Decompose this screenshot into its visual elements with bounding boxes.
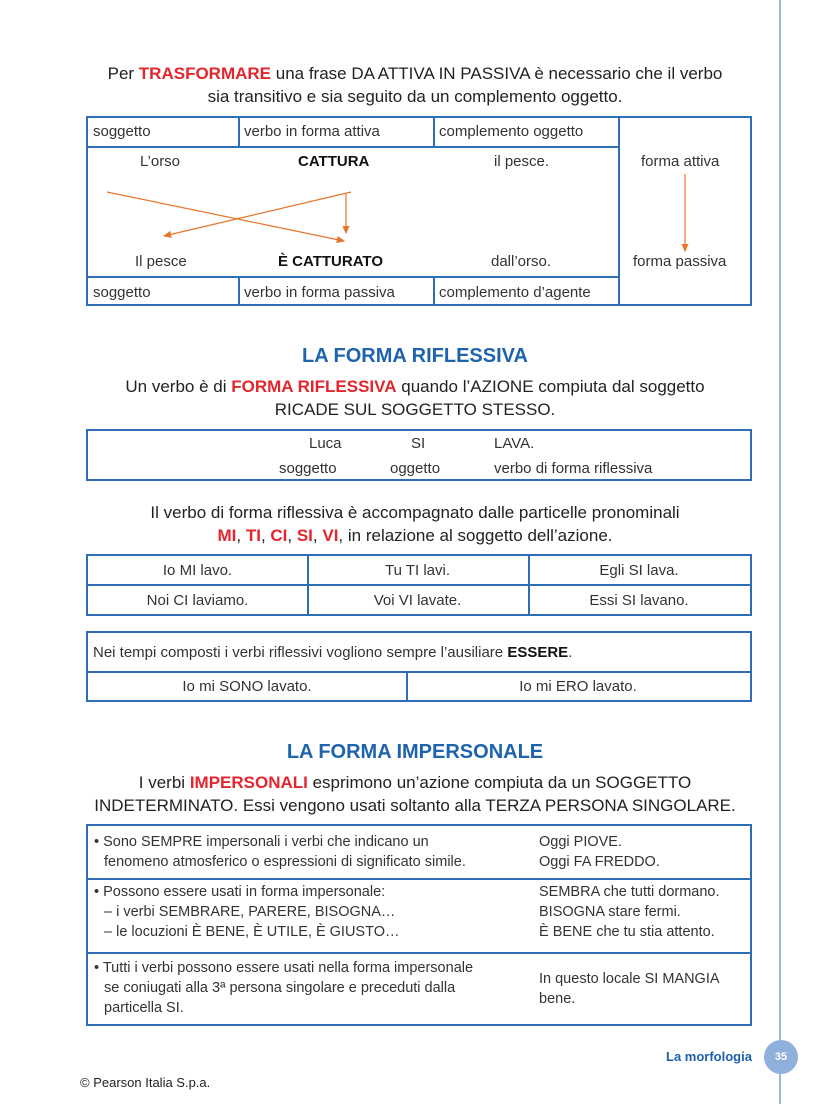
section-title-riflessiva: LA FORMA RIFLESSIVA [302, 345, 528, 367]
particles-text: Il verbo di forma riflessiva è accompagnato dalle particelle pronominali MI, TI, CI, SI, VI, in relazione al soggetto dell’azione. [150, 503, 680, 545]
conj-cell: Egli SI lava. [599, 562, 679, 579]
compound-example: Io mi SONO lavato. [182, 678, 312, 695]
footer-complemento-agente: complemento d’agente [439, 284, 591, 301]
header-complemento-oggetto: complemento oggetto [439, 123, 584, 140]
active-verb: CATTURA [298, 153, 370, 170]
compound-essere: ESSERE [507, 644, 569, 661]
riflessiva-intro: Un verbo è di FORMA RIFLESSIVA quando l’AZIONE compiuta dal soggetto RICADE SUL SOGGETTO STESSO. [125, 377, 705, 419]
conj-cell: Essi SI lavano. [589, 592, 689, 609]
label-forma-passiva: forma passiva [633, 253, 727, 270]
footer-soggetto: soggetto [93, 284, 151, 301]
section-name: La morfologia [666, 1049, 752, 1064]
impersonal-rule: • Possono essere usati in forma impersonale: – i verbi SEMBRARE, PARERE, BISOGNA… – le locuzioni È BENE, È UTILE, È GIUSTO… [94, 884, 400, 940]
impersonal-example: SEMBRA che tutti dormano. BISOGNA stare fermi. È BENE che tu stia attento. [539, 884, 720, 940]
example-object: SI [411, 435, 426, 452]
conjugation-table [86, 554, 752, 616]
transformation-arrows [88, 118, 752, 306]
impersonal-example: Oggi PIOVE. Oggi FA FREDDO. [539, 834, 660, 870]
label-verbo-riflessivo: verbo di forma riflessiva [494, 460, 653, 477]
impersonal-rule: • Sono SEMPRE impersonali i verbi che indicano un fenomeno atmosferico o espressioni di significato simile. [94, 834, 466, 870]
footer-verbo-passiva: verbo in forma passiva [244, 284, 395, 301]
page-number: 35 [764, 1040, 798, 1074]
header-soggetto: soggetto [93, 123, 151, 140]
label-forma-attiva: forma attiva [641, 153, 720, 170]
compound-example: Io mi ERO lavato. [519, 678, 637, 695]
conj-cell: Io MI lavo. [162, 562, 233, 579]
copyright: © Pearson Italia S.p.a. [80, 1075, 211, 1090]
impersonal-example: In questo locale SI MANGIA bene. [539, 971, 720, 1007]
passive-agent: dall’orso. [491, 253, 552, 270]
active-subject: L’orso [140, 153, 181, 170]
page-margin-line [779, 0, 781, 1104]
section-title-impersonale: LA FORMA IMPERSONALE [286, 741, 544, 763]
reflexive-example-box [86, 429, 752, 481]
active-passive-table [86, 116, 752, 306]
conj-cell: Noi CI laviamo. [146, 592, 249, 609]
example-subject: Luca [309, 435, 342, 452]
header-verbo-attiva: verbo in forma attiva [244, 123, 380, 140]
example-verb: LAVA. [494, 435, 535, 452]
label-soggetto: soggetto [279, 460, 337, 477]
intro-text: Per TRASFORMARE una frase DA ATTIVA IN PASSIVA è necessario che il verbo sia transitivo e sia seguito da un complemento oggetto. [107, 64, 723, 106]
impersonale-intro: I verbi IMPERSONALI esprimono un’azione compiuta da un SOGGETTO INDETERMINATO. Essi vengono usati soltanto alla TERZA PERSONA SINGOLARE. [94, 773, 736, 815]
passive-verb: È CATTURATO [278, 253, 383, 270]
impersonal-rule: • Tutti i verbi possono essere usati nella forma impersonale se coniugati alla 3ª persona singolare e preceduti dalla particella SI. [94, 960, 474, 1016]
conj-cell: Tu TI lavi. [384, 562, 451, 579]
compound-tenses-box: Nei tempi composti i verbi riflessivi vogliono sempre l’ausiliare ESSERE. Io mi SONO lavato. Io mi ERO lavato. [86, 631, 752, 702]
compound-text: Nei tempi composti i verbi riflessivi vogliono sempre l’ausiliare [93, 644, 508, 661]
conj-cell: Voi VI lavate. [373, 592, 462, 609]
passive-subject: Il pesce [135, 253, 187, 270]
label-oggetto: oggetto [390, 460, 441, 477]
active-object: il pesce. [494, 153, 550, 170]
impersonal-table [86, 824, 752, 1026]
